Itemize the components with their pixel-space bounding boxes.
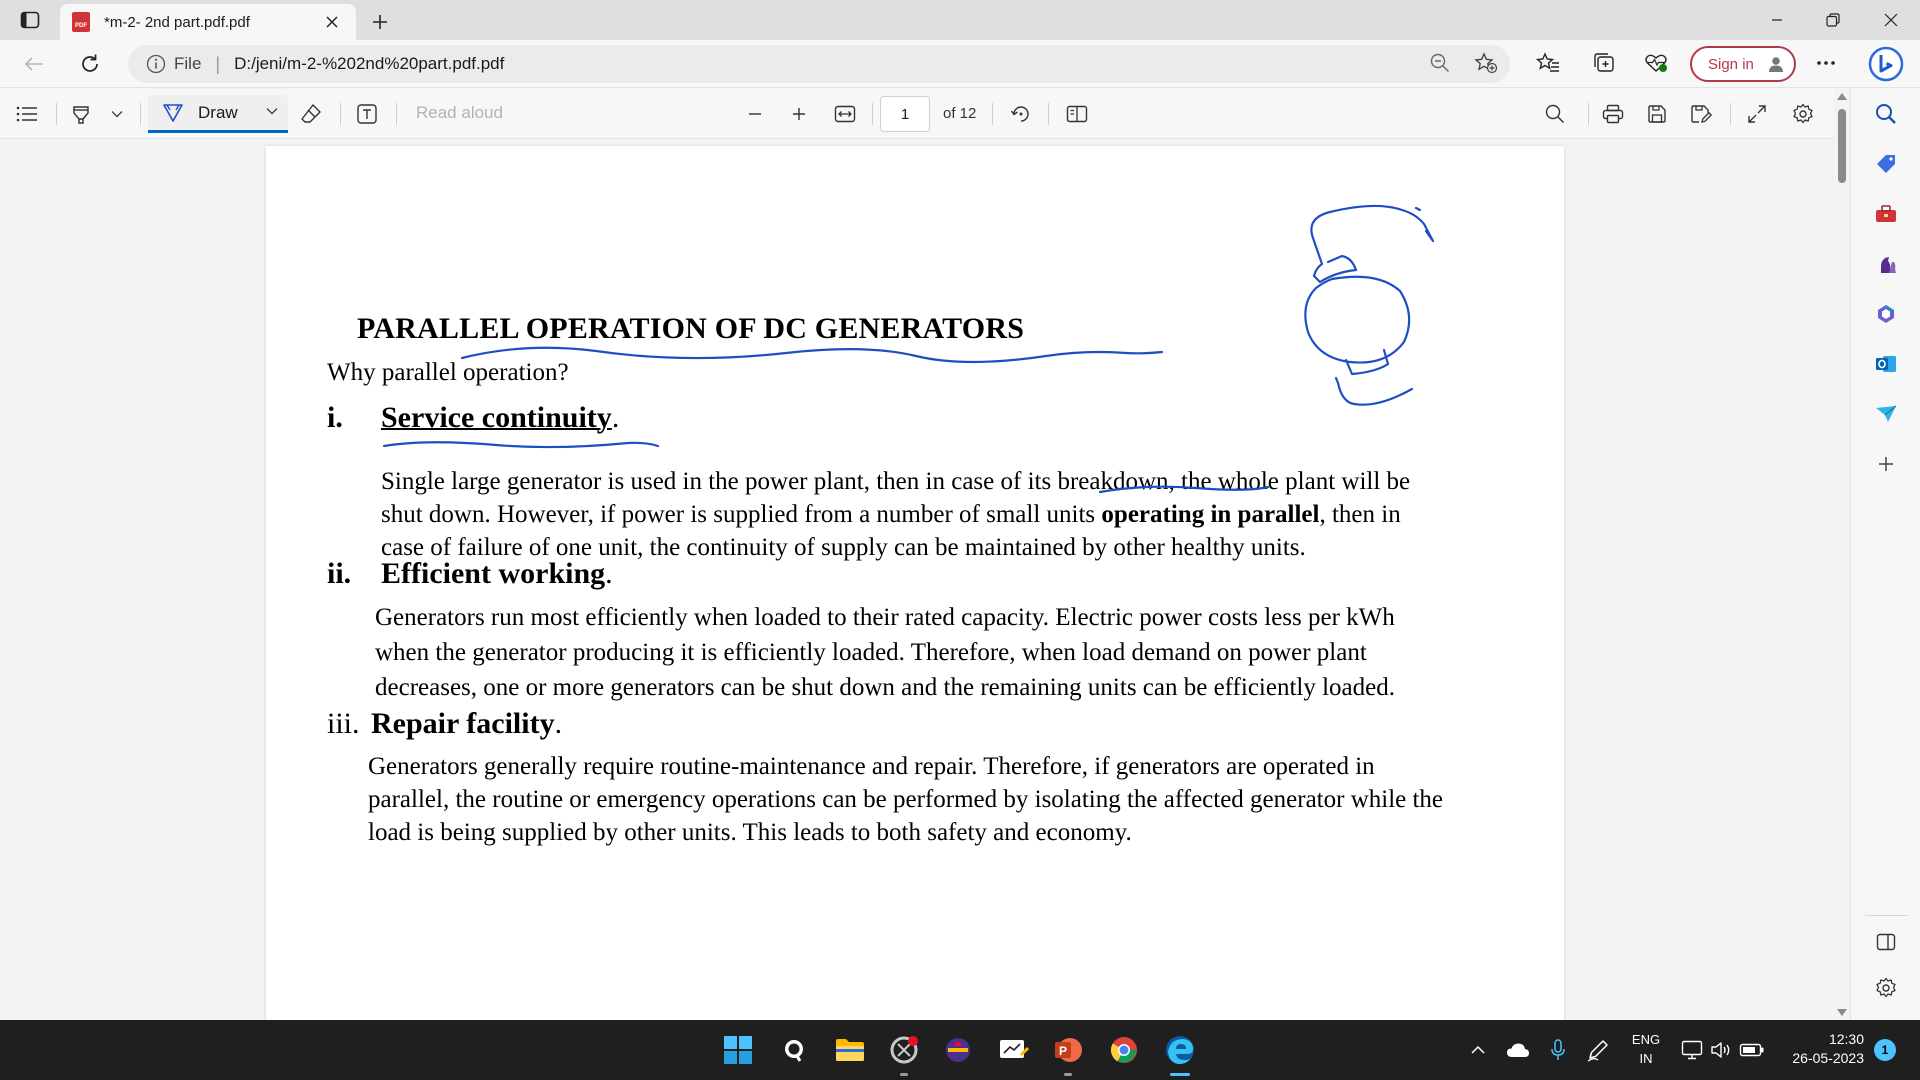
print-icon xyxy=(1602,104,1624,124)
powerpoint-icon xyxy=(1053,1035,1083,1065)
edge-sidebar xyxy=(1850,89,1920,1020)
heading-period: . xyxy=(611,401,620,434)
back-arrow-icon xyxy=(24,56,44,72)
toolbar-divider xyxy=(1588,103,1589,125)
save-icon xyxy=(1647,104,1667,124)
toolbar-divider xyxy=(396,103,397,125)
toolbar-divider xyxy=(872,103,873,125)
address-bar xyxy=(0,40,1920,88)
notification-badge[interactable]: 1 xyxy=(1874,1039,1896,1061)
language-code: ENG xyxy=(1631,1032,1661,1047)
site-info-button[interactable] xyxy=(146,54,201,74)
display-network-icon xyxy=(1681,1040,1703,1060)
search-icon xyxy=(780,1036,808,1064)
paragraph-line: parallel, the routine or emergency operations can be performed by isolating the affected generator while the xyxy=(368,786,1444,813)
highlight-options-button[interactable] xyxy=(102,100,132,128)
fit-to-width-button[interactable] xyxy=(830,100,860,128)
two-page-view-icon xyxy=(1066,104,1088,124)
paragraph-line: case of failure of one unit, the continuity of supply can be maintained by other healthy units. xyxy=(381,534,1306,561)
star-add-icon xyxy=(1474,52,1498,74)
tab-title: *m-2- 2nd part.pdf.pdf xyxy=(104,13,250,31)
minimize-icon xyxy=(1771,14,1783,26)
taskbar-app-chrome-canary[interactable] xyxy=(886,1032,922,1068)
microphone-button[interactable] xyxy=(1544,1036,1572,1064)
running-indicator xyxy=(900,1073,908,1076)
section-paragraph xyxy=(368,750,1443,849)
add-favorite-button[interactable] xyxy=(1472,49,1500,77)
sidebar-games-button[interactable] xyxy=(1871,249,1901,279)
close-icon xyxy=(326,16,338,28)
chevron-down-icon xyxy=(111,110,123,118)
paragraph-line: decreases, one or more generators can be shut down and the remaining units can be efficiently loaded. xyxy=(375,674,1395,701)
table-of-contents-icon xyxy=(16,106,38,122)
gear-icon xyxy=(1875,977,1897,999)
sidebar-outlook-button[interactable] xyxy=(1871,349,1901,379)
edge-icon xyxy=(1164,1034,1196,1066)
highlight-button[interactable] xyxy=(66,100,96,128)
chrome-icon xyxy=(1109,1035,1139,1065)
whiteboard-icon xyxy=(999,1037,1029,1063)
info-icon xyxy=(146,54,166,74)
taskbar-powerpoint[interactable] xyxy=(1050,1032,1086,1068)
fit-width-icon xyxy=(834,105,856,123)
windows-logo-icon xyxy=(723,1035,753,1065)
microsoft-365-icon xyxy=(1875,303,1897,325)
refresh-icon xyxy=(79,53,101,75)
text-box-icon xyxy=(356,103,378,125)
read-aloud-button[interactable]: Read aloud xyxy=(416,103,503,122)
back-button[interactable] xyxy=(16,48,52,80)
chess-piece-icon xyxy=(1875,253,1897,275)
minus-icon xyxy=(747,106,763,122)
hide-sidebar-button[interactable] xyxy=(1871,927,1901,957)
battery-icon xyxy=(1739,1042,1765,1058)
add-text-button[interactable] xyxy=(352,100,382,128)
file-scheme-label: File xyxy=(174,54,202,73)
send-plane-icon xyxy=(1875,404,1897,424)
settings-and-more-button[interactable] xyxy=(1812,49,1840,77)
plus-icon xyxy=(791,106,807,122)
section-heading xyxy=(381,557,613,591)
clock-button[interactable] xyxy=(1778,1030,1864,1068)
taskbar-app-game[interactable] xyxy=(940,1032,976,1068)
scrollbar-thumb[interactable] xyxy=(1838,109,1846,183)
tab-bar xyxy=(0,0,1920,40)
microphone-icon xyxy=(1550,1039,1566,1061)
erase-button[interactable] xyxy=(296,100,326,128)
restore-icon xyxy=(1826,13,1840,27)
ink-sketch-body xyxy=(1305,277,1409,363)
folder-icon xyxy=(835,1037,865,1063)
section-number: iii. xyxy=(327,707,360,740)
text-run: shut down. However, if power is supplied from a number of small units xyxy=(381,501,1102,528)
app-circle-icon xyxy=(889,1035,919,1065)
contents-button[interactable] xyxy=(12,100,42,128)
address-separator: | xyxy=(215,53,221,74)
section-paragraph xyxy=(375,600,1395,705)
taskbar-search-button[interactable] xyxy=(776,1032,812,1068)
section-heading-text: Repair facility xyxy=(371,707,555,740)
taskbar-chrome[interactable] xyxy=(1106,1032,1142,1068)
shopping-tag-icon xyxy=(1875,153,1897,175)
rotate-icon xyxy=(1010,103,1032,125)
ink-sketch-base xyxy=(1346,350,1388,374)
clock-time: 12:30 xyxy=(1828,1031,1864,1047)
highlighter-icon xyxy=(70,103,92,125)
document-title: PARALLEL OPERATION OF DC GENERATORS xyxy=(357,312,1025,345)
sidebar-settings-button[interactable] xyxy=(1871,973,1901,1003)
toolbar-divider xyxy=(140,103,141,125)
network-button[interactable] xyxy=(1678,1036,1706,1064)
page-number-input[interactable] xyxy=(880,96,930,132)
pen-menu-button[interactable] xyxy=(1584,1036,1612,1064)
url-text[interactable]: D:/jeni/m-2-%202nd%20part.pdf.pdf xyxy=(234,54,505,73)
bing-chat-button[interactable] xyxy=(1866,44,1906,84)
eraser-icon xyxy=(300,103,322,125)
taskbar-edge[interactable] xyxy=(1162,1032,1198,1068)
heading-period: . xyxy=(554,707,563,740)
pdf-file-icon: PDF xyxy=(72,12,90,32)
svg-text:P: P xyxy=(1058,1044,1068,1058)
taskbar xyxy=(0,1020,1920,1080)
print-button[interactable] xyxy=(1598,100,1628,128)
toolbar-divider xyxy=(1048,103,1049,125)
close-window-button[interactable] xyxy=(1862,0,1920,40)
bold-text-run: operating in parallel xyxy=(1101,501,1320,528)
running-indicator xyxy=(1064,1073,1072,1076)
show-hidden-icons-button[interactable] xyxy=(1464,1036,1492,1064)
cloud-icon xyxy=(1506,1042,1530,1058)
text-run: , then in xyxy=(1319,501,1401,528)
input-language-button[interactable] xyxy=(1628,1030,1664,1068)
ink-heading-underline xyxy=(384,442,658,447)
section-heading xyxy=(371,707,562,741)
start-button[interactable] xyxy=(720,1032,756,1068)
sidebar-divider xyxy=(1865,915,1907,916)
sidebar-tools-button[interactable] xyxy=(1871,199,1901,229)
paragraph-line: Generators run most efficiently when loaded to their rated capacity. Electric power costs less per kWh xyxy=(375,604,1395,631)
toolbar-divider xyxy=(992,103,993,125)
section-paragraph xyxy=(381,465,1410,564)
pen-icon xyxy=(1586,1038,1610,1062)
sign-in-label: Sign in xyxy=(1708,55,1754,73)
toolbar-divider xyxy=(1730,103,1731,125)
active-tab[interactable] xyxy=(60,4,356,40)
paragraph-line: load is being supplied by other units. This leads to both safety and economy. xyxy=(368,819,1132,846)
clock-date: 26-05-2023 xyxy=(1792,1050,1864,1066)
toolbar-divider xyxy=(56,103,57,125)
section-heading-text: Service continuity xyxy=(381,401,612,434)
collections-button[interactable] xyxy=(1590,49,1618,77)
zoom-out-icon xyxy=(1430,53,1450,73)
search-icon xyxy=(1545,104,1565,124)
collections-icon xyxy=(1592,52,1616,74)
game-app-icon xyxy=(944,1036,972,1064)
expand-icon xyxy=(1747,104,1767,124)
paragraph-line: Single large generator is used in the power plant, then in case of its breakdown, the whole plant will be xyxy=(381,468,1411,495)
save-as-button[interactable] xyxy=(1686,100,1716,128)
toolbar-divider xyxy=(340,103,341,125)
pdf-page[interactable] xyxy=(266,146,1564,1020)
speaker-icon xyxy=(1710,1040,1734,1060)
draw-button[interactable] xyxy=(148,95,288,133)
paragraph-line xyxy=(381,498,1410,531)
taskbar-file-explorer[interactable] xyxy=(832,1032,868,1068)
paragraph-line: when the generator producing it is efficiently loaded. Therefore, when load demand on power plant xyxy=(375,639,1367,666)
heading-period: . xyxy=(605,557,613,590)
new-tab-button[interactable] xyxy=(366,8,394,36)
plus-icon xyxy=(1877,455,1895,473)
find-button[interactable] xyxy=(1540,100,1570,128)
document-subtitle: Why parallel operation? xyxy=(327,359,569,386)
sidebar-search-button[interactable] xyxy=(1871,99,1901,129)
outlook-icon xyxy=(1875,353,1897,375)
ink-sketch-coil xyxy=(1311,206,1433,241)
refresh-button[interactable] xyxy=(72,48,108,80)
taskbar-app-whiteboard[interactable] xyxy=(996,1032,1032,1068)
full-screen-button[interactable] xyxy=(1742,100,1772,128)
more-icon xyxy=(1816,60,1836,66)
section-heading-text: Efficient working xyxy=(381,557,606,590)
sidebar-shopping-button[interactable] xyxy=(1871,149,1901,179)
close-icon xyxy=(1884,13,1898,27)
page-view-button[interactable] xyxy=(1062,100,1092,128)
pdf-viewer[interactable] xyxy=(0,140,1834,1020)
vertical-scrollbar[interactable] xyxy=(1834,89,1850,1020)
region-code: IN xyxy=(1639,1051,1653,1066)
scroll-down-arrow[interactable] xyxy=(1837,1009,1847,1016)
chevron-down-icon xyxy=(266,107,278,115)
avatar-icon xyxy=(1768,56,1784,72)
restore-button[interactable] xyxy=(1804,0,1862,40)
draw-label: Draw xyxy=(198,102,238,122)
toolbox-icon xyxy=(1875,204,1897,224)
paragraph-line: Generators generally require routine-maintenance and repair. Therefore, if generators are operated in xyxy=(368,753,1375,780)
section-number: ii. xyxy=(327,557,352,590)
address-field[interactable] xyxy=(128,45,1510,83)
volume-button[interactable] xyxy=(1708,1036,1736,1064)
ink-sketch-arm xyxy=(1313,238,1356,282)
pdf-toolbar xyxy=(0,89,1834,139)
sidebar-office-button[interactable] xyxy=(1871,299,1901,329)
battery-button[interactable] xyxy=(1738,1036,1766,1064)
sidebar-panel-icon xyxy=(1876,933,1896,951)
sign-in-button[interactable] xyxy=(1690,46,1796,82)
favorites-button[interactable] xyxy=(1534,49,1562,77)
pdf-settings-button[interactable] xyxy=(1788,100,1818,128)
bing-icon xyxy=(1868,46,1904,82)
rotate-button[interactable] xyxy=(1006,100,1036,128)
tab-actions-icon xyxy=(20,11,40,29)
pen-draw-icon xyxy=(162,102,184,124)
active-window-indicator xyxy=(1170,1073,1190,1076)
ink-sketch-tail xyxy=(1336,378,1412,405)
zoom-button[interactable] xyxy=(1426,49,1454,77)
zoom-in-button[interactable] xyxy=(784,100,814,128)
section-number: i. xyxy=(327,401,343,434)
heart-pulse-icon xyxy=(1644,52,1668,74)
chevron-up-icon xyxy=(1471,1045,1485,1055)
page-total-label: of 12 xyxy=(943,105,977,122)
save-as-icon xyxy=(1690,104,1712,124)
section-heading xyxy=(381,401,619,435)
browser-essentials-button[interactable] xyxy=(1642,49,1670,77)
minimize-button[interactable] xyxy=(1748,0,1806,40)
tab-actions-button[interactable] xyxy=(14,8,46,32)
close-tab-button[interactable] xyxy=(320,10,344,34)
search-icon xyxy=(1875,103,1897,125)
sidebar-drop-button[interactable] xyxy=(1871,399,1901,429)
favorites-icon xyxy=(1536,52,1560,74)
onedrive-button[interactable] xyxy=(1504,1036,1532,1064)
zoom-out-button[interactable] xyxy=(740,100,770,128)
scroll-up-arrow[interactable] xyxy=(1837,93,1847,100)
gear-icon xyxy=(1792,103,1814,125)
save-button[interactable] xyxy=(1642,100,1672,128)
sidebar-add-button[interactable] xyxy=(1871,449,1901,479)
plus-icon xyxy=(372,14,388,30)
